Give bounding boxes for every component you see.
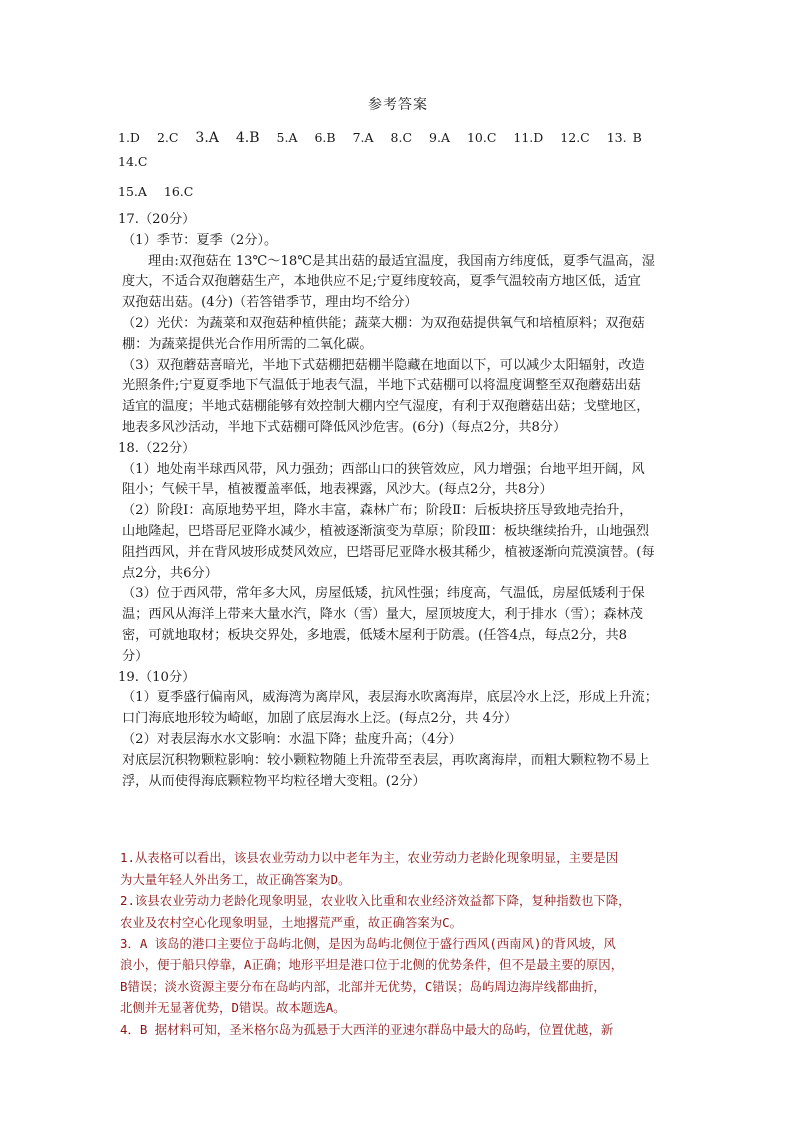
explanation-line: 2.该县农业劳动力老龄化现象明显，农业收入比重和农业经济效益都下降，复种指数也下降， xyxy=(120,893,631,909)
explanation-line: 3．A 该岛的港口主要位于岛屿北侧，是因为岛屿北侧位于盛行西风(西南风)的背风坡，风 xyxy=(120,935,616,951)
q18-line: 点2分，共6分） xyxy=(122,565,218,581)
choice-answers-row-1 xyxy=(118,126,678,174)
q19-line: （1）夏季盛行偏南风，威海湾为离岸风，表层海水吹离海岸，底层冷水上泛，形成上升流； xyxy=(122,690,658,706)
q17-line: 双孢菇出菇。(4分)（若答错季节，理由均不给分） xyxy=(122,295,418,311)
q17-line: 光照条件;宁夏夏季地下气温低于地表气温，半地下式菇棚可以将温度调整至双孢蘑菇出菇 xyxy=(122,378,641,394)
answer-item: 1.D xyxy=(118,130,140,145)
section-gap xyxy=(118,792,678,847)
answer-item: 3.A xyxy=(195,130,219,146)
explanation-line: 浪小，便于船只停靠，A正确；地形平坦是港口位于北侧的优势条件，但不是最主要的原因， xyxy=(120,957,624,973)
q18-line: 阻小；气候干旱，植被覆盖率低，地表裸露，风沙大。(每点2分，共8分） xyxy=(122,482,553,498)
answer-page xyxy=(118,94,678,1040)
q17-line: 适宜的温度；半地式菇棚能够有效控制大棚内空气湿度，有利于双孢蘑菇出菇；戈壁地区， xyxy=(122,399,650,415)
answer-item: 5.A xyxy=(276,130,298,145)
answer-item: 2.C xyxy=(156,130,179,145)
answer-item: 11.D xyxy=(513,130,544,145)
q18-line: 分） xyxy=(122,648,149,664)
explanation-line: B错误；淡水资源主要分布在岛屿内部，北部并无优势，C错误；岛屿周边海岸线都曲折， xyxy=(120,978,606,994)
answer-item: 15.A xyxy=(118,184,147,199)
explanation-line: 1.从表格可以看出，该县农业劳动力以中老年为主，农业劳动力老龄化现象明显，主要是因 xyxy=(120,850,619,866)
q18-line: （2）阶段Ⅰ：高原地势平坦，降水丰富，森林广布；阶段Ⅱ：后板块挤压导致地壳抬升， xyxy=(122,503,633,519)
q17-line: 地表多风沙活动，半地下式菇棚可降低风沙危害。(6分)（每点2分，共8分） xyxy=(122,419,567,435)
q18-line: 温；西风从海洋上带来大量水汽，降水（雪）量大，屋顶坡度大，利于排水（雪）；森林茂 xyxy=(122,607,643,623)
answer-item: 7.A xyxy=(352,130,374,145)
answer-item: 13. B xyxy=(606,130,642,145)
answer-item: 14.C xyxy=(118,154,148,169)
explanation-line: 北侧并无显著优势，D错误。故本题选A。 xyxy=(120,1000,346,1016)
q18-line: （1）地处南半球西风带，风力强劲；西部山口的狭管效应，风力增强；台地平坦开阔，风 xyxy=(122,461,645,477)
q17-line: （2）光伏：为蔬菜和双孢菇种植供能；蔬菜大棚：为双孢菇提供氧气和培植原料；双孢菇 xyxy=(122,315,645,331)
q17-heading: 17.（20分） xyxy=(118,212,196,227)
q17-line: 理由:双孢菇在 13℃～18℃是其出菇的最适宜温度，我国南方纬度低，夏季气温高，湿 xyxy=(148,253,655,269)
explanation-line: 4．B 据材料可知，圣米格尔岛为孤悬于大西洋的亚速尔群岛中最大的岛屿，位置优越，新 xyxy=(120,1021,614,1037)
answer-item: 6.B xyxy=(314,130,336,145)
answer-item: 10.C xyxy=(466,130,497,145)
answer-item: 16.C xyxy=(163,184,194,199)
answer-item: 8.C xyxy=(390,130,413,145)
explanation-line: 为大量年轻人外出务工，故正确答案为D。 xyxy=(120,871,351,887)
q18-heading: 18.（22分） xyxy=(118,440,196,456)
q19-line: 对底层沉积物颗粒影响：较小颗粒物随上升流带至表层，再吹离海岸，而粗大颗粒物不易上 xyxy=(122,752,650,768)
answer-item: 12.C xyxy=(560,130,590,145)
q19-line: 口门海底地形较为崎岖，加剧了底层海水上泛。(每点2分，共 4分） xyxy=(122,711,518,727)
q18-line: （3）位于西风带，常年多大风，房屋低矮，抗风性强；纬度高，气温低，房屋低矮利于保 xyxy=(122,586,645,602)
q19-line: 浮，从而使得海底颗粒物平均粒径增大变粗。(2分） xyxy=(122,773,426,789)
q17-line: （1）季节：夏季（2分）。 xyxy=(122,232,278,248)
answer-item: 4.B xyxy=(235,130,260,146)
q17-line: 棚：为蔬菜提供光合作用所需的二氧化碳。 xyxy=(122,336,373,352)
q19-heading: 19.（10分） xyxy=(118,669,196,685)
q18-line: 山地隆起，巴塔哥尼亚降水减少，植被逐渐演变为草原；阶段Ⅲ：板块继续抬升，山地强烈 xyxy=(122,523,650,539)
q18-line: 阻挡西风，并在背风坡形成焚风效应，巴塔哥尼亚降水极其稀少，植被逐渐向荒漠演替。(每 xyxy=(122,544,655,560)
choice-answers-row-2 xyxy=(118,180,678,204)
answer-item: 9.A xyxy=(429,130,450,145)
explanation-line: 农业及农村空心化现象明显，土地撂荒严重，故正确答案为C。 xyxy=(120,914,463,930)
q18-line: 密，可就地取材；板块交界处，多地震，低矮木屋利于防震。(任答4点，每点2分，共8 xyxy=(122,627,628,643)
q17-line: 度大，不适合双孢蘑菇生产，本地供应不足;宁夏纬度较高，夏季气温较南方地区低，适宜 xyxy=(122,274,641,290)
q19-line: （2）对表层海水水文影响：水温下降；盐度升高；（4分） xyxy=(122,731,462,747)
page-title: 参考答案 xyxy=(368,97,428,113)
q17-line: （3）双孢蘑菇喜暗光，半地下式菇棚把菇棚半隐藏在地面以下，可以减少太阳辐射，改造 xyxy=(122,357,645,373)
